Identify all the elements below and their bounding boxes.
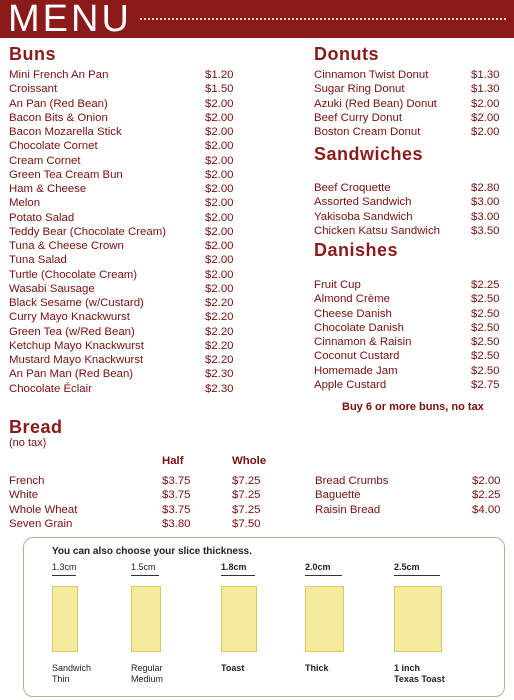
danishes-item (314, 321, 509, 335)
slice-name: Thick (305, 663, 329, 673)
bread-item-name: French (9, 475, 45, 487)
buns-item (9, 68, 249, 82)
buns-item (9, 268, 249, 282)
buns-item-name: Chocolate Cornet (9, 140, 98, 153)
bread-extra-item-price: $2.00 (472, 475, 501, 487)
danishes-item-price: $2.50 (471, 364, 500, 377)
danishes-note: Buy 6 or more buns, no tax (342, 401, 484, 413)
sandwiches-item (314, 210, 509, 224)
bread-extra-item-name: Baguette (315, 489, 361, 502)
danishes-item-name: Chocolate Danish (314, 321, 404, 334)
danishes-item (314, 335, 509, 349)
slice-width-label: 1.8cm (221, 562, 247, 572)
bread-subtitle: (no tax) (9, 437, 47, 449)
buns-item-price: $2.00 (205, 183, 234, 195)
menu-title: MENU (8, 0, 132, 40)
buns-item (9, 196, 249, 210)
buns-item-price: $2.00 (205, 140, 234, 153)
danishes-item-price: $2.50 (471, 350, 500, 363)
sandwiches-item-price: $3.00 (471, 210, 500, 223)
buns-item-price: $2.00 (205, 268, 234, 281)
bread-heading: Bread (9, 417, 63, 437)
menu-header-bar (0, 0, 514, 38)
danishes-item-name: Apple Custard (314, 378, 387, 391)
donuts-item (314, 68, 509, 82)
buns-item-price: $2.20 (205, 311, 234, 324)
buns-item-name: Melon (9, 197, 41, 210)
buns-item (9, 239, 249, 253)
slice-width-line (131, 575, 159, 576)
donuts-item (314, 97, 509, 111)
bread-item-name: White (9, 489, 39, 502)
bread-extras-list (315, 474, 510, 517)
buns-item (9, 139, 249, 153)
bread-item-half-price: $3.75 (162, 489, 191, 502)
slice-width-line (221, 575, 255, 576)
slice-illustration (52, 586, 78, 652)
buns-item-name: Tuna Salad (9, 254, 67, 267)
bread-item-half-price: $3.75 (162, 503, 191, 516)
donuts-item-price: $1.30 (471, 69, 500, 81)
buns-item-name: Potato Salad (9, 211, 75, 224)
donuts-item-price: $2.00 (471, 97, 500, 110)
danishes-item-price: $2.50 (471, 321, 500, 334)
buns-item-price: $2.00 (205, 240, 234, 252)
sandwiches-item-name: Yakisoba Sandwich (314, 210, 413, 223)
buns-item-name: Chocolate Éclair (9, 382, 92, 395)
slice-width-label: 1.5cm (131, 562, 156, 572)
donuts-item-price: $2.00 (471, 111, 500, 124)
bread-item-whole-price: $7.25 (232, 503, 261, 516)
danishes-item (314, 349, 509, 363)
buns-item-name: Mini French An Pan (9, 69, 109, 81)
danishes-item-price: $2.50 (471, 293, 500, 306)
bread-extra-item (315, 474, 510, 488)
buns-item (9, 339, 249, 353)
buns-item-name: Black Sesame (w/Custard) (9, 297, 144, 309)
donuts-list (314, 68, 509, 139)
buns-item-name: Mustard Mayo Knackwurst (9, 354, 144, 366)
slice-illustration (394, 586, 442, 652)
bread-item (9, 517, 299, 531)
danishes-item (314, 307, 509, 321)
slice-subname: Texas Toast (394, 674, 445, 684)
danishes-item (314, 378, 509, 392)
donuts-item (314, 82, 509, 96)
buns-item (9, 154, 249, 168)
slice-width-line (52, 575, 76, 576)
buns-item-price: $1.50 (205, 83, 234, 96)
buns-item-price: $2.20 (205, 325, 234, 338)
slice-subname: Medium (131, 674, 164, 684)
bread-item-whole-price: $7.25 (232, 489, 261, 502)
slice-subname: Thin (52, 674, 70, 684)
danishes-item-price: $2.25 (471, 279, 500, 291)
bread-extra-item-price: $2.25 (472, 489, 501, 502)
sandwiches-item-price: $3.50 (471, 224, 500, 237)
danishes-item-name: Fruit Cup (314, 279, 361, 291)
sandwiches-item (314, 181, 509, 195)
donuts-item-name: Beef Curry Donut (314, 111, 402, 124)
buns-item (9, 82, 249, 96)
buns-item-price: $2.00 (205, 282, 234, 295)
slice-width-label: 2.5cm (394, 562, 420, 572)
danishes-item-name: Almond Crème (314, 293, 390, 306)
buns-item-price: $2.00 (205, 126, 234, 138)
buns-item-name: Wasabi Sausage (9, 282, 95, 295)
buns-item (9, 97, 249, 111)
slice-name: Regular (131, 663, 163, 673)
buns-item-price: $2.00 (205, 111, 234, 124)
buns-item-price: $2.30 (205, 382, 234, 395)
buns-item-price: $2.00 (205, 154, 234, 167)
slice-name: Sandwich (52, 663, 92, 673)
bread-col-half: Half (162, 455, 184, 467)
bread-item-whole-price: $7.50 (232, 517, 261, 530)
buns-item-price: $2.00 (205, 97, 234, 110)
slice-width-label: 1.3cm (52, 562, 77, 572)
buns-item-price: $2.00 (205, 168, 234, 181)
buns-item (9, 225, 249, 239)
slice-intro: You can also choose your slice thickness. (52, 546, 252, 557)
buns-item-name: Teddy Bear (Chocolate Cream) (9, 225, 167, 238)
buns-item (9, 382, 249, 396)
slice-width-line (394, 575, 440, 576)
bread-extra-item-name: Bread Crumbs (315, 475, 389, 487)
donuts-item (314, 111, 509, 125)
buns-item-price: $2.20 (205, 354, 234, 366)
sandwiches-item (314, 224, 509, 238)
buns-item-price: $2.00 (205, 225, 234, 238)
danishes-item-price: $2.75 (471, 378, 500, 391)
danishes-list (314, 278, 509, 392)
bread-item-half-price: $3.80 (162, 517, 191, 530)
bread-item (9, 488, 299, 502)
buns-item-price: $2.20 (205, 297, 234, 309)
buns-item (9, 353, 249, 367)
donuts-item-price: $1.30 (471, 83, 500, 96)
bread-item (9, 503, 299, 517)
donuts-item-name: Azuki (Red Bean) Donut (314, 97, 437, 110)
donuts-item-name: Cinnamon Twist Donut (314, 69, 429, 81)
bread-extra-item (315, 488, 510, 502)
buns-item-name: Cream Cornet (9, 154, 81, 167)
danishes-item (314, 278, 509, 292)
buns-item-name: Tuna & Cheese Crown (9, 240, 124, 252)
bread-item-whole-price: $7.25 (232, 475, 261, 487)
bread-item-name: Seven Grain (9, 517, 73, 530)
slice-name: Toast (221, 663, 245, 673)
buns-item (9, 253, 249, 267)
buns-item (9, 325, 249, 339)
bread-col-whole: Whole (232, 455, 267, 467)
buns-item (9, 111, 249, 125)
sandwiches-heading: Sandwiches (314, 144, 424, 164)
danishes-item-name: Homemade Jam (314, 364, 398, 377)
buns-item (9, 211, 249, 225)
buns-heading: Buns (9, 44, 56, 64)
slice-name: 1 inch (394, 663, 421, 673)
bread-list (9, 474, 299, 531)
slice-illustration (221, 586, 257, 652)
danishes-item-name: Coconut Custard (314, 350, 400, 363)
danishes-item-name: Cinnamon & Raisin (314, 336, 412, 348)
bread-item-name: Whole Wheat (9, 503, 78, 516)
buns-item-name: An Pan Man (Red Bean) (9, 368, 134, 381)
sandwiches-item-name: Assorted Sandwich (314, 196, 412, 209)
buns-item-name: Turtle (Chocolate Cream) (9, 268, 138, 281)
buns-item-name: An Pan (Red Bean) (9, 97, 108, 110)
buns-item-price: $2.00 (205, 211, 234, 224)
buns-item (9, 168, 249, 182)
donuts-item-name: Sugar Ring Donut (314, 83, 405, 96)
buns-item (9, 182, 249, 196)
buns-item-name: Curry Mayo Knackwurst (9, 311, 130, 324)
donuts-heading: Donuts (314, 44, 379, 64)
buns-item-name: Ham & Cheese (9, 183, 87, 195)
buns-item-name: Ketchup Mayo Knackwurst (9, 339, 144, 352)
buns-item-price: $2.00 (205, 254, 234, 267)
bread-extra-item-name: Raisin Bread (315, 503, 381, 516)
danishes-item-price: $2.50 (471, 307, 500, 320)
slice-width-label: 2.0cm (305, 562, 331, 572)
sandwiches-item-name: Beef Croquette (314, 182, 391, 194)
buns-item (9, 367, 249, 381)
danishes-item (314, 292, 509, 306)
slice-thickness-panel (23, 537, 505, 697)
buns-item (9, 125, 249, 139)
danishes-item (314, 364, 509, 378)
danishes-item-price: $2.50 (471, 336, 500, 348)
buns-item-price: $2.20 (205, 339, 234, 352)
header-dotted-rule (140, 18, 506, 20)
buns-item-price: $2.30 (205, 368, 234, 381)
donuts-item (314, 125, 509, 139)
buns-item-price: $1.20 (205, 69, 234, 81)
buns-item-name: Bacon Mozarella Stick (9, 126, 122, 138)
buns-item (9, 310, 249, 324)
buns-item (9, 296, 249, 310)
donuts-item-name: Boston Cream Donut (314, 126, 421, 138)
slice-illustration (131, 586, 161, 652)
sandwiches-list (314, 181, 509, 238)
sandwiches-item-name: Chicken Katsu Sandwich (314, 224, 440, 237)
bread-item (9, 474, 299, 488)
buns-item-name: Green Tea Cream Bun (9, 168, 123, 181)
buns-list (9, 68, 249, 396)
buns-item-name: Croissant (9, 83, 58, 96)
sandwiches-item (314, 195, 509, 209)
bread-extra-item-price: $4.00 (472, 503, 501, 516)
sandwiches-item-price: $2.80 (471, 182, 500, 194)
danishes-heading: Danishes (314, 240, 399, 260)
sandwiches-item-price: $3.00 (471, 196, 500, 209)
buns-item-name: Bacon Bits & Onion (9, 111, 108, 124)
danishes-item-name: Cheese Danish (314, 307, 392, 320)
slice-illustration (305, 586, 344, 652)
bread-item-half-price: $3.75 (162, 475, 191, 487)
buns-item (9, 282, 249, 296)
slice-width-line (305, 575, 342, 576)
donuts-item-price: $2.00 (471, 126, 500, 138)
buns-item-price: $2.00 (205, 197, 234, 210)
bread-extra-item (315, 503, 510, 517)
buns-item-name: Green Tea (w/Red Bean) (9, 325, 135, 338)
